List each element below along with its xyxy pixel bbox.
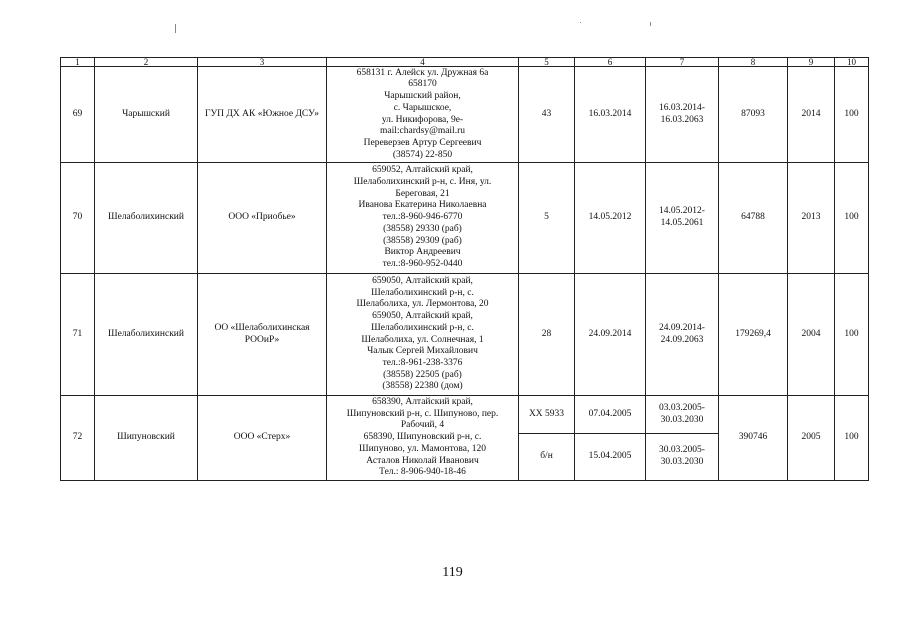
year-value: 2014 [788,67,835,163]
address-line: Шелаболиха, ул. Солнечная, 1 [361,334,484,345]
column-number: 8 [719,58,788,67]
license-number: 5 [519,163,575,274]
district-name: Шелаболихинский [95,163,198,274]
validity-period: 24.09.2014- 24.09.2063 [646,274,719,396]
address-line: Переверзев Артур Сергеевич [363,137,482,148]
district-name: Чарышский [95,67,198,163]
validity-period: 14.05.2012- 14.05.2061 [646,163,719,274]
address-line: Шипуновский р-н, с. Шипуново, пер. [346,408,499,419]
district-name: Шелаболихинский [95,274,198,396]
address-line: 659050, Алтайский край, [372,311,473,322]
column-number: 2 [95,58,198,67]
address-contacts [327,67,519,163]
issue-date: 07.04.2005 [575,396,646,434]
address-line: (38558) 29330 (раб) [383,223,462,234]
page-number: 119 [442,565,463,580]
address-line: тел.:8-960-946-6770 [382,212,463,223]
column-number-row [61,58,869,67]
registry-table [60,57,869,481]
volume-value: 87093 [719,67,788,163]
column-number: 5 [519,58,575,67]
address-line: ул. Никифорова, 9е- [381,114,464,125]
address-line: Шелаболихинский р-н, с. [371,287,474,298]
row-number: 72 [61,396,95,481]
address-contacts [327,274,519,396]
address-line: (38558) 29309 (раб) [383,235,462,246]
percent-value: 100 [835,163,869,274]
address-line: тел.:8-961-238-3376 [382,357,463,368]
address-line: Береговая, 21 [395,188,450,199]
year-value: 2004 [788,274,835,396]
address-line: 658131 г. Алейск ул. Дружная 6а [356,67,489,78]
column-number: 7 [646,58,719,67]
address-line: (38558) 22380 (дом) [382,381,463,392]
column-number: 1 [61,58,95,67]
address-line: тел.:8-960-952-0440 [382,258,463,269]
address-line: с. Чарышское, [393,102,452,113]
column-number: 6 [575,58,646,67]
address-line: 658170 [408,79,437,90]
address-line: Шелаболиха, ул. Лермонтова, 20 [356,299,489,310]
address-line: Тел.: 8-906-940-18-46 [379,467,466,478]
address-line: Шелаболихинский р-н, с. [371,322,474,333]
organization-name: ООО «Стерх» [198,396,327,481]
address-line: Шипуново, ул. Мамонтова, 120 [359,443,486,454]
table-row [61,396,869,434]
address-line: Чарышский район, [384,91,461,102]
column-number: 3 [198,58,327,67]
address-line: 659050, Алтайский край, [372,275,473,286]
validity-period: 30.03.2005- 30.03.2030 [646,434,719,481]
address-line: (38574) 22-850 [392,149,453,160]
percent-value: 100 [835,67,869,163]
year-value: 2005 [788,396,835,481]
column-number: 10 [835,58,869,67]
table-row [61,274,869,396]
column-number: 9 [788,58,835,67]
table-row [61,67,869,163]
organization-name: ООО «Приобье» [198,163,327,274]
scan-speck [175,24,176,33]
address-line: Шелаболихинский р-н, с. Иня, ул. [353,177,492,188]
address-line: mail:chardsy@mail.ru [380,126,465,137]
organization-name: ГУП ДХ АК «Южное ДСУ» [198,67,327,163]
address-contacts [327,163,519,274]
percent-value: 100 [835,396,869,481]
address-line: Иванова Екатерина Николаевна [358,200,487,211]
validity-period: 16.03.2014- 16.03.2063 [646,67,719,163]
address-line: 659052, Алтайский край, [372,165,473,176]
volume-value: 64788 [719,163,788,274]
row-number: 71 [61,274,95,396]
volume-value: 390746 [719,396,788,481]
percent-value: 100 [835,274,869,396]
row-number: 70 [61,163,95,274]
address-line: Чалык Сергей Михайлович [367,346,478,357]
issue-date: 15.04.2005 [575,434,646,481]
address-line: Рабочий, 4 [400,420,445,431]
address-line: (38558) 22505 (раб) [383,369,462,380]
address-contacts [327,396,519,481]
organization-name: ОО «Шелаболихинская РООиР» [198,274,327,396]
issue-date: 14.05.2012 [575,163,646,274]
license-number: б/н [519,434,575,481]
scan-speck [650,22,651,26]
address-line: 658390, Алтайский край, [372,397,473,408]
address-line: Асталов Николай Иванович [366,455,479,466]
license-number: ХХ 5933 [519,396,575,434]
license-number: 43 [519,67,575,163]
column-number: 4 [327,58,519,67]
address-line: Виктор Андреевич [384,247,461,258]
issue-date: 16.03.2014 [575,67,646,163]
district-name: Шипуновский [95,396,198,481]
table-row [61,163,869,274]
address-line: 658390, Шипуновский р-н, с. [363,432,482,443]
license-number: 28 [519,274,575,396]
issue-date: 24.09.2014 [575,274,646,396]
volume-value: 179269,4 [719,274,788,396]
row-number: 69 [61,67,95,163]
scan-speck [580,22,581,23]
validity-period: 03.03.2005- 30.03.2030 [646,396,719,434]
year-value: 2013 [788,163,835,274]
